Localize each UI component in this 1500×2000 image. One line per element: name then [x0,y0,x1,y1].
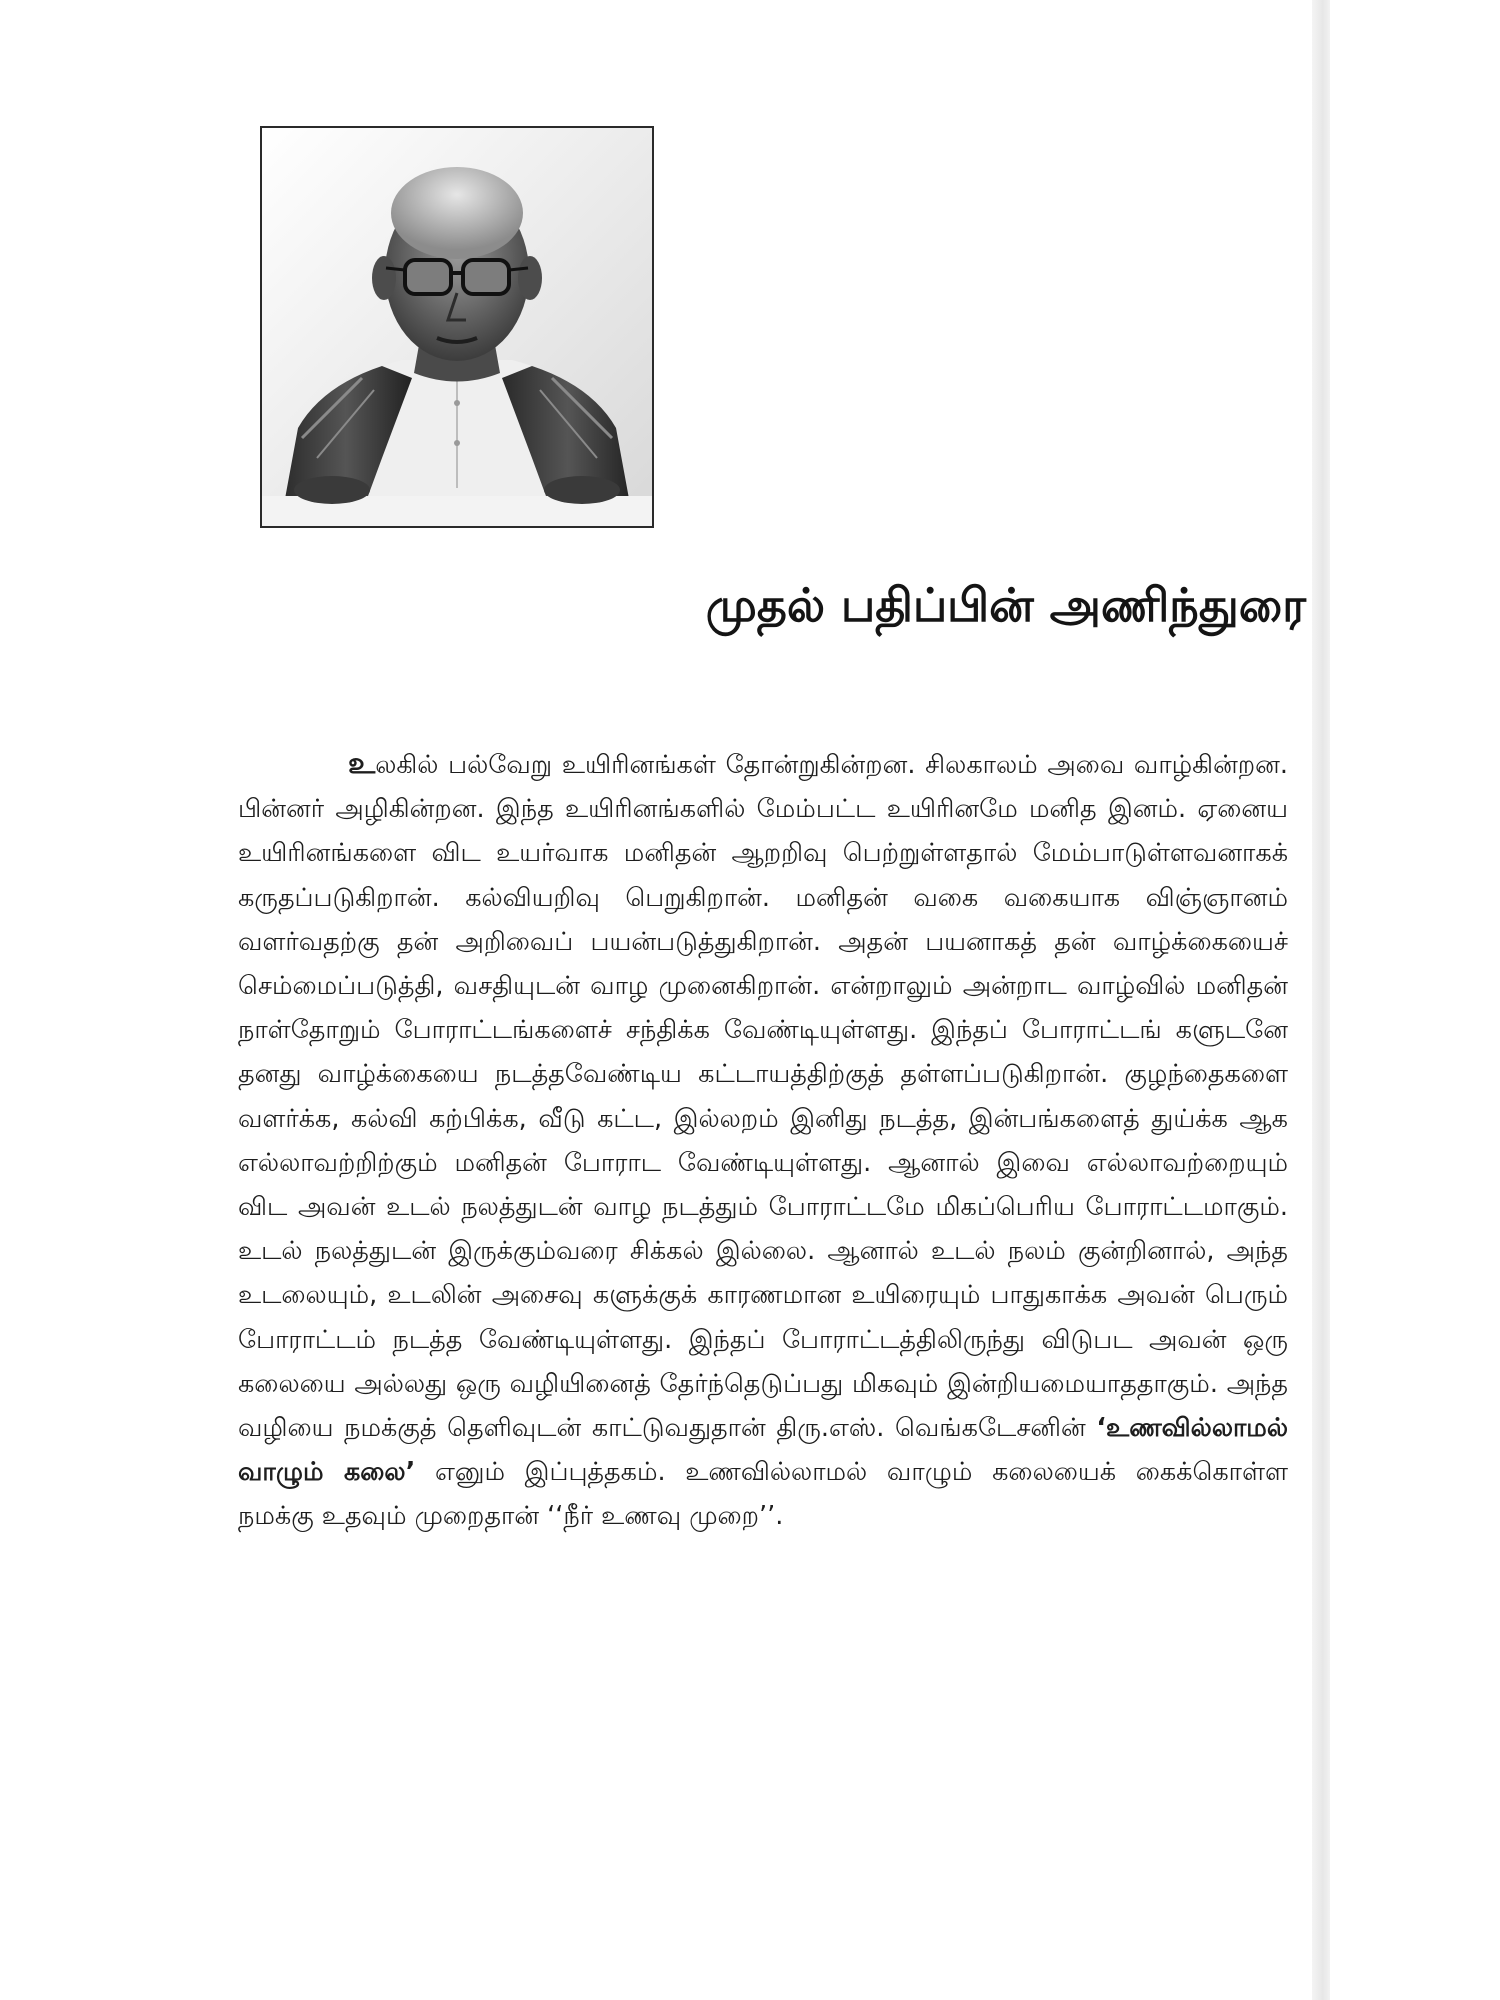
paragraph-text-main: லகில் பல்வேறு உயிரினங்கள் தோன்றுகின்றன. சிலகாலம் அவை வாழ்கின்றன. பின்னர் அழிகின்றன. இந்த உயிரினங்களில் மேம்பட்ட உயிரினமே மனித இனம். ஏனைய உயிரினங்களை விட உயர்வாக மனிதன் ஆறறிவு பெற்றுள்ளதால் மேம்பாடுள்ளவனாகக் கருதப்படுகிறான். கல்வியறிவு பெறுகிறான். மனிதன் வகை வகையாக விஞ்ஞானம் வளர்வதற்கு தன் அறிவைப் பயன்படுத்துகிறான். அதன் பயனாகத் தன் வாழ்க்கையைச் செம்மைப்படுத்தி, வசதியுடன் வாழ முனைகிறான். என்றாலும் அன்றாட வாழ்வில் மனிதன் நாள்தோறும் போராட்டங்களைச் சந்திக்க வேண்டியுள்ளது. இந்தப் போராட்டங் களுடனே தனது வாழ்க்கையை நடத்தவேண்டிய கட்டாயத்திற்குத் தள்ளப்படுகிறான். குழந்தைகளை வளர்க்க, கல்வி கற்பிக்க, வீடு கட்ட, இல்லறம் இனிது நடத்த, இன்பங்களைத் துய்க்க ஆக எல்லாவற்றிற்கும் மனிதன் போராட வேண்டியுள்ளது. ஆனால் இவை எல்லாவற்றையும் விட அவன் உடல் நலத்துடன் வாழ நடத்தும் போராட்டமே மிகப்பெரிய போராட்டமாகும். உடல் நலத்துடன் இருக்கும்வரை சிக்கல் இல்லை. ஆனால் உடல் நலம் குன்றினால், அந்த உடலையும், உடலின் அசைவு களுக்குக் காரணமான உயிரையும் பாதுகாக்க அவன் பெரும் போராட்டம் நடத்த வேண்டியுள்ளது. இந்தப் போராட்டத்திலிருந்து விடுபட அவன் ஒரு கலையை அல்லது ஒரு வழியினைத் தேர்ந்தெடுப்பது மிகவும் இன்றியமையாததாகும். அந்த வழியை நமக்குத் தெளிவுடன் காட்டுவதுதான் திரு.எஸ். வெங்கடேசனின் [238,750,1288,1444]
book-title-emphasis: ‘உணவில்லாமல் வாழும் கலை’ [238,1413,1288,1488]
page-edge-shading [1312,0,1330,2000]
author-portrait-photo [260,126,654,528]
portrait-illustration [262,128,652,526]
page-title: முதல் பதிப்பின் அணிந்துரை [705,578,1306,632]
foreword-paragraph [238,742,1288,1539]
paragraph-text-end: எனும் இப்புத்தகம். உணவில்லாமல் வாழும் கலையைக் கைக்கொள்ள நமக்கு உதவும் முறைதான் ‘‘நீர் உணவு முறை’’. [238,1457,1288,1532]
drop-cap-letter: உ [348,746,376,781]
